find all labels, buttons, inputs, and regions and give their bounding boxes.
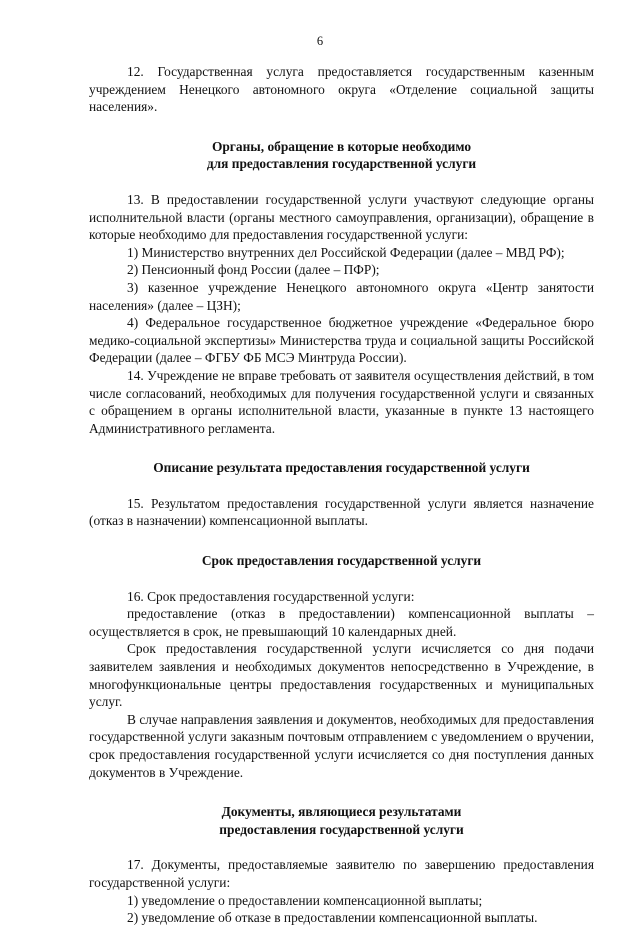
section-heading-documents <box>89 803 594 838</box>
section-heading-line: Документы, являющиеся результатами <box>221 804 462 820</box>
paragraph-17-intro: 17. Документы, предоставляемые заявителю по завершению предоставления государственной услуги: <box>89 857 594 890</box>
list-item: 1) уведомление о предоставлении компенсационной выплаты; <box>127 892 483 908</box>
list-item: 2) уведомление об отказе в предоставлении компенсационной выплаты. <box>127 910 538 926</box>
paragraph-15: 15. Результатом предоставления государственной услуги является назначение (отказ в назначении) компенсационной выплаты. <box>89 495 594 529</box>
paragraph-14: 14. Учреждение не вправе требовать от заявителя осуществления действий, в том числе согласований, необходимых для получения государственной услуги и связанных с обращением в органы исполнительной власти, указанные в пункте 13 настоящего Административного регламента. <box>89 367 594 436</box>
paragraph-16-intro: 16. Срок предоставления государственной услуги: <box>127 588 415 604</box>
section-heading-organs <box>89 138 594 173</box>
section-heading-line: для предоставления государственной услуги <box>206 156 477 172</box>
page-number: 6 <box>316 34 324 48</box>
paragraph-16-term: предоставление (отказ в предоставлении) компенсационной выплаты – осуществляется в срок, не превышающий 10 календарных дней. <box>89 606 594 639</box>
section-heading-line: Органы, обращение в которые необходимо <box>211 138 472 154</box>
list-item: 2) Пенсионный фонд России (далее – ПФР); <box>127 262 380 278</box>
list-item: 4) Федеральное государственное бюджетное учреждение «Федеральное бюро медико-социальной экспертизы» Министерства труда и социальной защиты Российской Федерации (далее – ФГБУ ФБ МСЭ Минтруда России). <box>89 315 594 366</box>
document-body <box>89 63 594 927</box>
paragraph-12: 12. Государственная услуга предоставляется государственным казенным учреждением Ненецкого автономного округа «Отделение социальной защиты населения». <box>89 64 594 115</box>
paragraph-13-intro: 13. В предоставлении государственной услуги участвуют следующие органы исполнительной власти (органы местного самоуправления, организации), обращение в которые необходимо для предоставления государственной услуги: <box>89 191 594 243</box>
section-heading-term: Срок предоставления государственной услуги <box>201 553 482 569</box>
section-heading-line: предоставления государственной услуги <box>219 821 464 837</box>
list-item: 3) казенное учреждение Ненецкого автономного округа «Центр занятости населения» (далее – ЦЗН); <box>89 279 594 313</box>
section-heading-result: Описание результата предоставления государственной услуги <box>153 460 530 476</box>
paragraph-16-post: В случае направления заявления и документов, необходимых для предоставления государственной услуги заказным почтовым отправлением с уведомлением о вручении, срок предоставления государственной услуги исчисляется со дня поступления данных документов в Учреждение. <box>89 711 594 780</box>
paragraph-16-start: Срок предоставления государственной услуги исчисляется со дня подачи заявителем заявления и необходимых документов непосредственно в Учреждение, в многофункциональные центры предоставления государственных и муниципальных услуг. <box>89 641 594 710</box>
list-item: 1) Министерство внутренних дел Российской Федерации (далее – МВД РФ); <box>127 244 565 260</box>
